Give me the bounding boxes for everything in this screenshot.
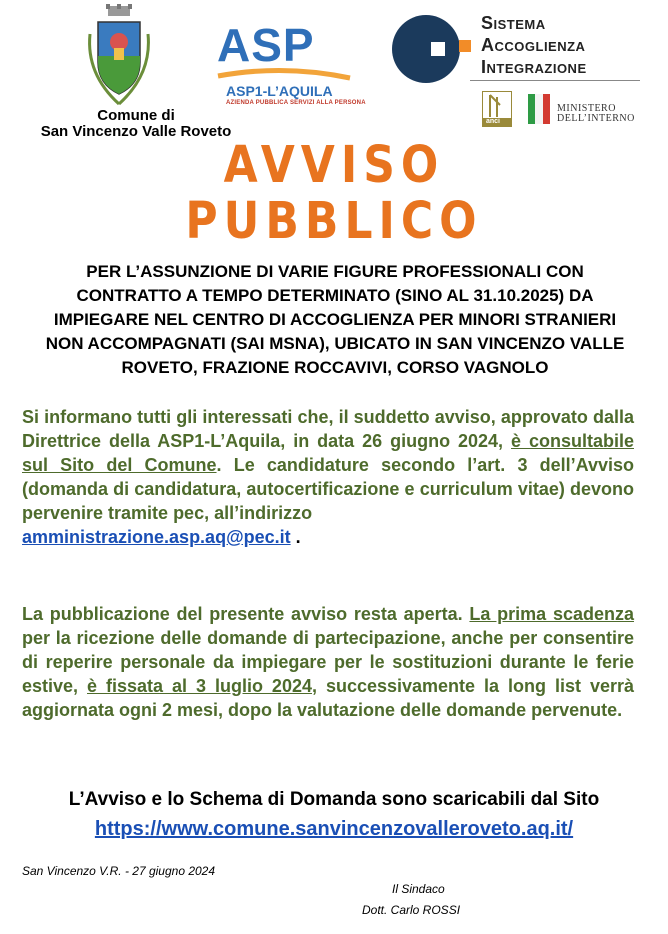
asp-tagline: AZIENDA PUBBLICA SERVIZI ALLA PERSONA [226, 100, 366, 106]
sai-line2: Accoglienza [481, 35, 586, 55]
signatory-name: Dott. Carlo ROSSI [362, 903, 461, 917]
asp-logo: ASP [217, 19, 315, 71]
sai-line1: Sistema [481, 13, 546, 33]
italian-flag-icon [528, 94, 550, 124]
sai-line3: Integrazione [481, 57, 587, 77]
ministero-line2: DELL’INTERNO [557, 113, 635, 124]
ministero-label [557, 104, 635, 124]
sai-circle-icon [391, 14, 461, 84]
p2-text-b: per la ricezione delle domande di partecipazione, anche per consentire di reperire personale da impiegare per le sostituzioni durante le ferie estive, [22, 628, 634, 696]
p2-text-a: La pubblicazione del presente avviso resta aperta. [22, 604, 470, 624]
p1-text-a: Si informano tutti gli interessati che, il suddetto avviso, approvato dalla Direttrice della ASP1-L’Aquila, in data 26 giugno 2024, [22, 407, 634, 451]
p2-underlined-1: La prima scadenza [469, 604, 634, 624]
signatory-role: Il Sindaco [392, 882, 445, 896]
p2-text-c: , successivamente la long list verrà aggiornata ogni 2 mesi, dopo la valutazione delle domande pervenute. [22, 676, 634, 720]
title-line1: AVVISO [223, 136, 445, 195]
p1-text-c: . [290, 527, 301, 547]
comune-line2: San Vincenzo Valle Roveto [40, 123, 232, 140]
pec-email-link[interactable]: amministrazione.asp.aq@pec.it [22, 527, 291, 547]
sai-logo-text [481, 12, 587, 78]
site-url-link[interactable]: https://www.comune.sanvincenzovalleroveto.aq.it/ [94, 818, 574, 840]
date-line: San Vincenzo V.R. - 27 giugno 2024 [22, 864, 216, 878]
paragraph-1 [22, 405, 634, 549]
anci-text: anci [486, 118, 501, 125]
download-note: L’Avviso e lo Schema di Domanda sono scaricabili dal Sito [68, 789, 600, 810]
asp-name: ASP1-L’AQUILA [226, 83, 333, 99]
paragraph-2 [22, 602, 634, 722]
comune-line1: Comune di [97, 107, 175, 124]
p1-underlined: è consultabile sul Sito del Comune [22, 431, 634, 475]
ministero-line1: MINISTERO [557, 103, 616, 114]
p2-underlined-2: è fissata al 3 luglio 2024 [87, 676, 312, 696]
comune-crest-icon [84, 4, 154, 110]
sai-divider [470, 80, 640, 81]
notice-subtitle: PER L’ASSUNZIONE DI VARIE FIGURE PROFESSIONALI CON CONTRATTO A TEMPO DETERMINATO (SINO AL 31.10.2025) DA IMPIEGARE NEL CENTRO DI ACCOGLIENZA PER MINORI STRANIERI NON ACCOMPAGNATI (SAI MSNA), UBICATO IN SAN VINCENZO VALLE ROVETO, FRAZIONE ROCCAVIVI, CORSO VAGNOLO [45, 262, 625, 377]
sai-square-icon [459, 40, 471, 52]
p1-text-b: . Le candidature secondo l’art. 3 dell’Avviso (domanda di candidatura, autocertificazione e curriculum vitae) devono pervenire tramite pec, all’indirizzo [22, 455, 634, 523]
title-line2: PUBBLICO [185, 192, 483, 251]
